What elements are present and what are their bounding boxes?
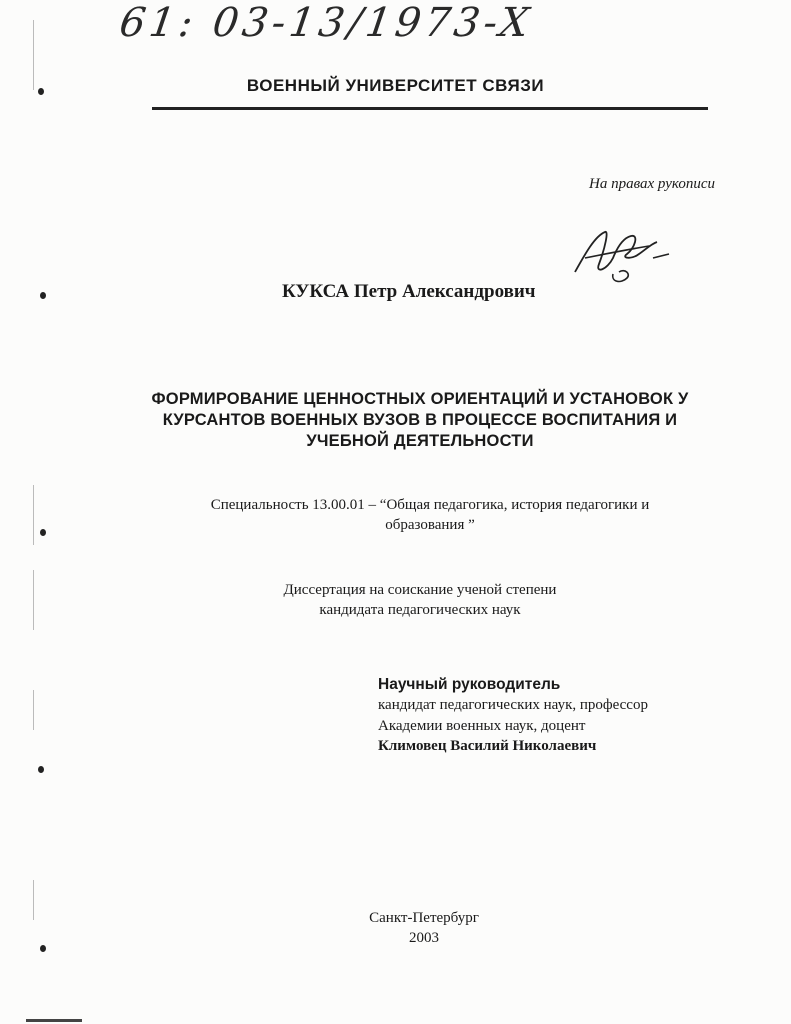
university-name: ВОЕННЫЙ УНИВЕРСИТЕТ СВЯЗИ [246, 76, 545, 95]
year: 2003 [409, 930, 439, 946]
supervisor-name: Климовец Василий Николаевич [378, 738, 597, 754]
binding-hole-mark [40, 529, 46, 536]
manuscript-note: На правах рукописи [589, 176, 715, 192]
degree-line: Диссертация на соискание ученой степени [283, 582, 557, 598]
binding-hole-mark [40, 292, 46, 299]
place-and-year [0, 908, 791, 948]
author-name: КУКСА Петр Александрович [282, 281, 536, 302]
supervisor-credential: кандидат педагогических наук, профессор [378, 697, 648, 713]
title-line: КУРСАНТОВ ВОЕННЫХ ВУЗОВ В ПРОЦЕССЕ ВОСПИТАНИЯ И [162, 411, 678, 429]
degree-statement [120, 580, 720, 620]
specialty [130, 495, 730, 535]
header-divider [152, 107, 708, 110]
dissertation-title [120, 389, 720, 452]
city: Санкт-Петербург [369, 910, 479, 926]
specialty-line: образования ” [385, 517, 475, 533]
title-line: УЧЕБНОЙ ДЕЯТЕЛЬНОСТИ [306, 432, 534, 450]
specialty-line: Специальность 13.00.01 – “Общая педагогика, история педагогики и [210, 497, 650, 513]
supervisor-credential: Академии военных наук, доцент [378, 718, 586, 734]
supervisor-heading: Научный руководитель [378, 676, 561, 693]
degree-line: кандидата педагогических наук [319, 602, 521, 618]
page-edge-line [33, 690, 34, 730]
archive-code: 61: 03-13/1973-X [116, 0, 536, 46]
signature-icon [565, 224, 675, 286]
page-edge-line [33, 570, 34, 630]
binding-hole-mark [38, 766, 44, 773]
scan-edge-mark [26, 1019, 82, 1022]
title-line: ФОРМИРОВАНИЕ ЦЕННОСТНЫХ ОРИЕНТАЦИЙ И УСТАНОВОК У [151, 390, 689, 408]
page-edge-line [33, 485, 34, 545]
